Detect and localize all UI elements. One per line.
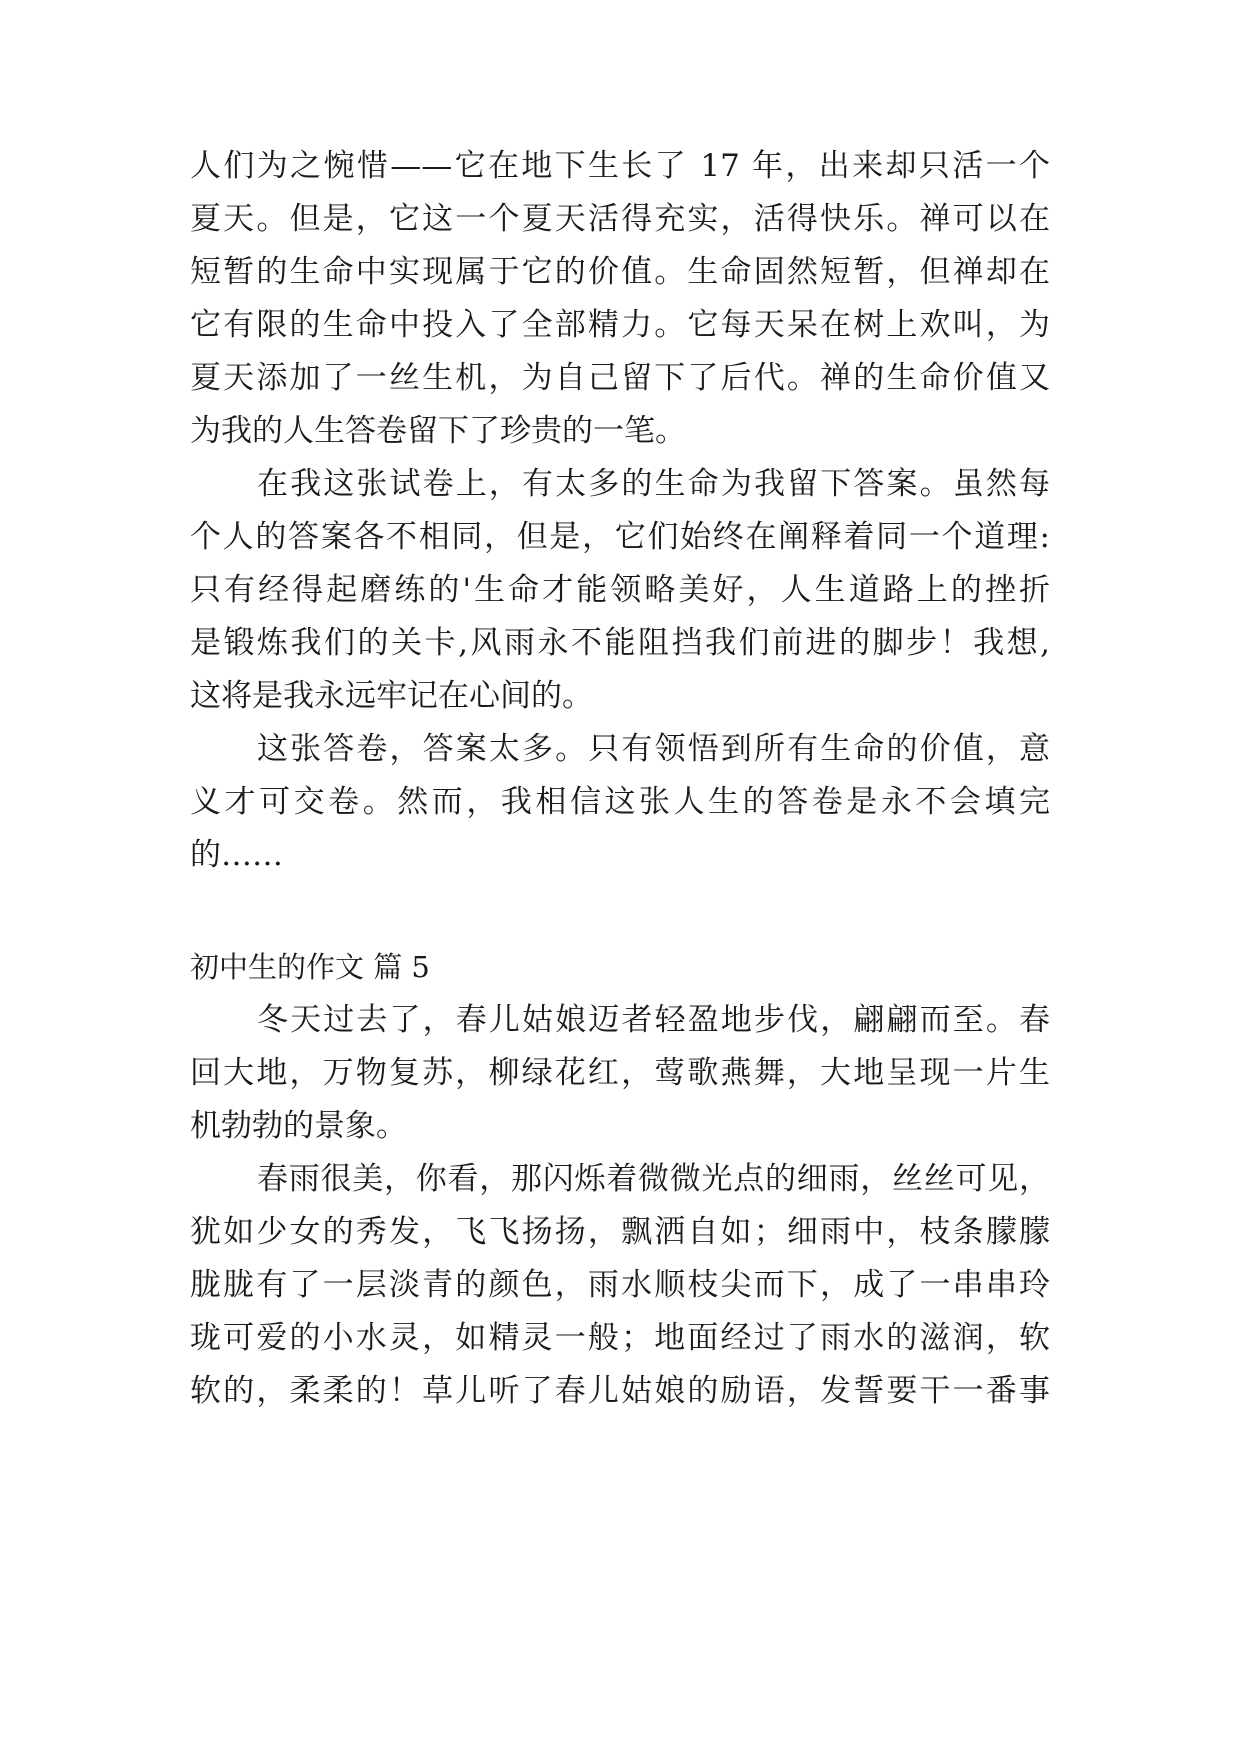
paragraph-2-line-4: 是锻炼我们的关卡,风雨永不能阻挡我们前进的脚步！我想, [190,625,1050,661]
section-paragraph-2-line-1: 春雨很美，你看，那闪烁着微微光点的细雨，丝丝可见， [257,1161,1050,1197]
section-paragraph-2-line-3: 胧胧有了一层淡青的颜色，雨水顺枝尖而下，成了一串串玲 [190,1267,1050,1303]
section-paragraph-1-line-3: 机勃勃的景象。 [190,1108,407,1144]
section-paragraph-2-line-4: 珑可爱的小水灵，如精灵一般；地面经过了雨水的滋润，软 [190,1320,1050,1356]
section-paragraph-2-line-2: 犹如少女的秀发，飞飞扬扬，飘洒自如；细雨中，枝条朦朦 [190,1214,1050,1250]
section-title: 初中生的作文 篇 5 [190,950,430,984]
paragraph-1-line-3: 短暂的生命中实现属于它的价值。生命固然短暂，但禅却在 [190,254,1050,290]
paragraph-3-line-2: 义才可交卷。然而，我相信这张人生的答卷是永不会填完 [190,784,1050,820]
paragraph-1-line-5: 夏天添加了一丝生机，为自己留下了后代。禅的生命价值又 [190,360,1050,396]
paragraph-3-line-1: 这张答卷，答案太多。只有领悟到所有生命的价值，意 [257,731,1050,767]
paragraph-1-line-6: 为我的人生答卷留下了珍贵的一笔。 [190,413,686,449]
paragraph-1-line-4: 它有限的生命中投入了全部精力。它每天呆在树上欢叫，为 [190,307,1050,343]
paragraph-2-line-1: 在我这张试卷上，有太多的生命为我留下答案。虽然每 [257,466,1050,502]
paragraph-2-line-3: 只有经得起磨练的'生命才能领略美好，人生道路上的挫折 [190,572,1050,608]
section-paragraph-2-line-5: 软的，柔柔的！草儿听了春儿姑娘的励语，发誓要干一番事 [190,1373,1050,1409]
paragraph-2-line-5: 这将是我永远牢记在心间的。 [190,678,593,714]
paragraph-1-line-2: 夏天。但是，它这一个夏天活得充实，活得快乐。禅可以在 [190,201,1050,237]
paragraph-1-line-1: 人们为之惋惜——它在地下生长了 17 年，出来却只活一个 [190,148,1050,184]
section-paragraph-1-line-1: 冬天过去了，春儿姑娘迈者轻盈地步伐，翩翩而至。春 [257,1002,1050,1038]
section-paragraph-1-line-2: 回大地，万物复苏，柳绿花红，莺歌燕舞，大地呈现一片生 [190,1055,1050,1091]
paragraph-2-line-2: 个人的答案各不相同，但是，它们始终在阐释着同一个道理: [190,519,1050,555]
paragraph-3-line-3: 的…… [190,837,283,873]
